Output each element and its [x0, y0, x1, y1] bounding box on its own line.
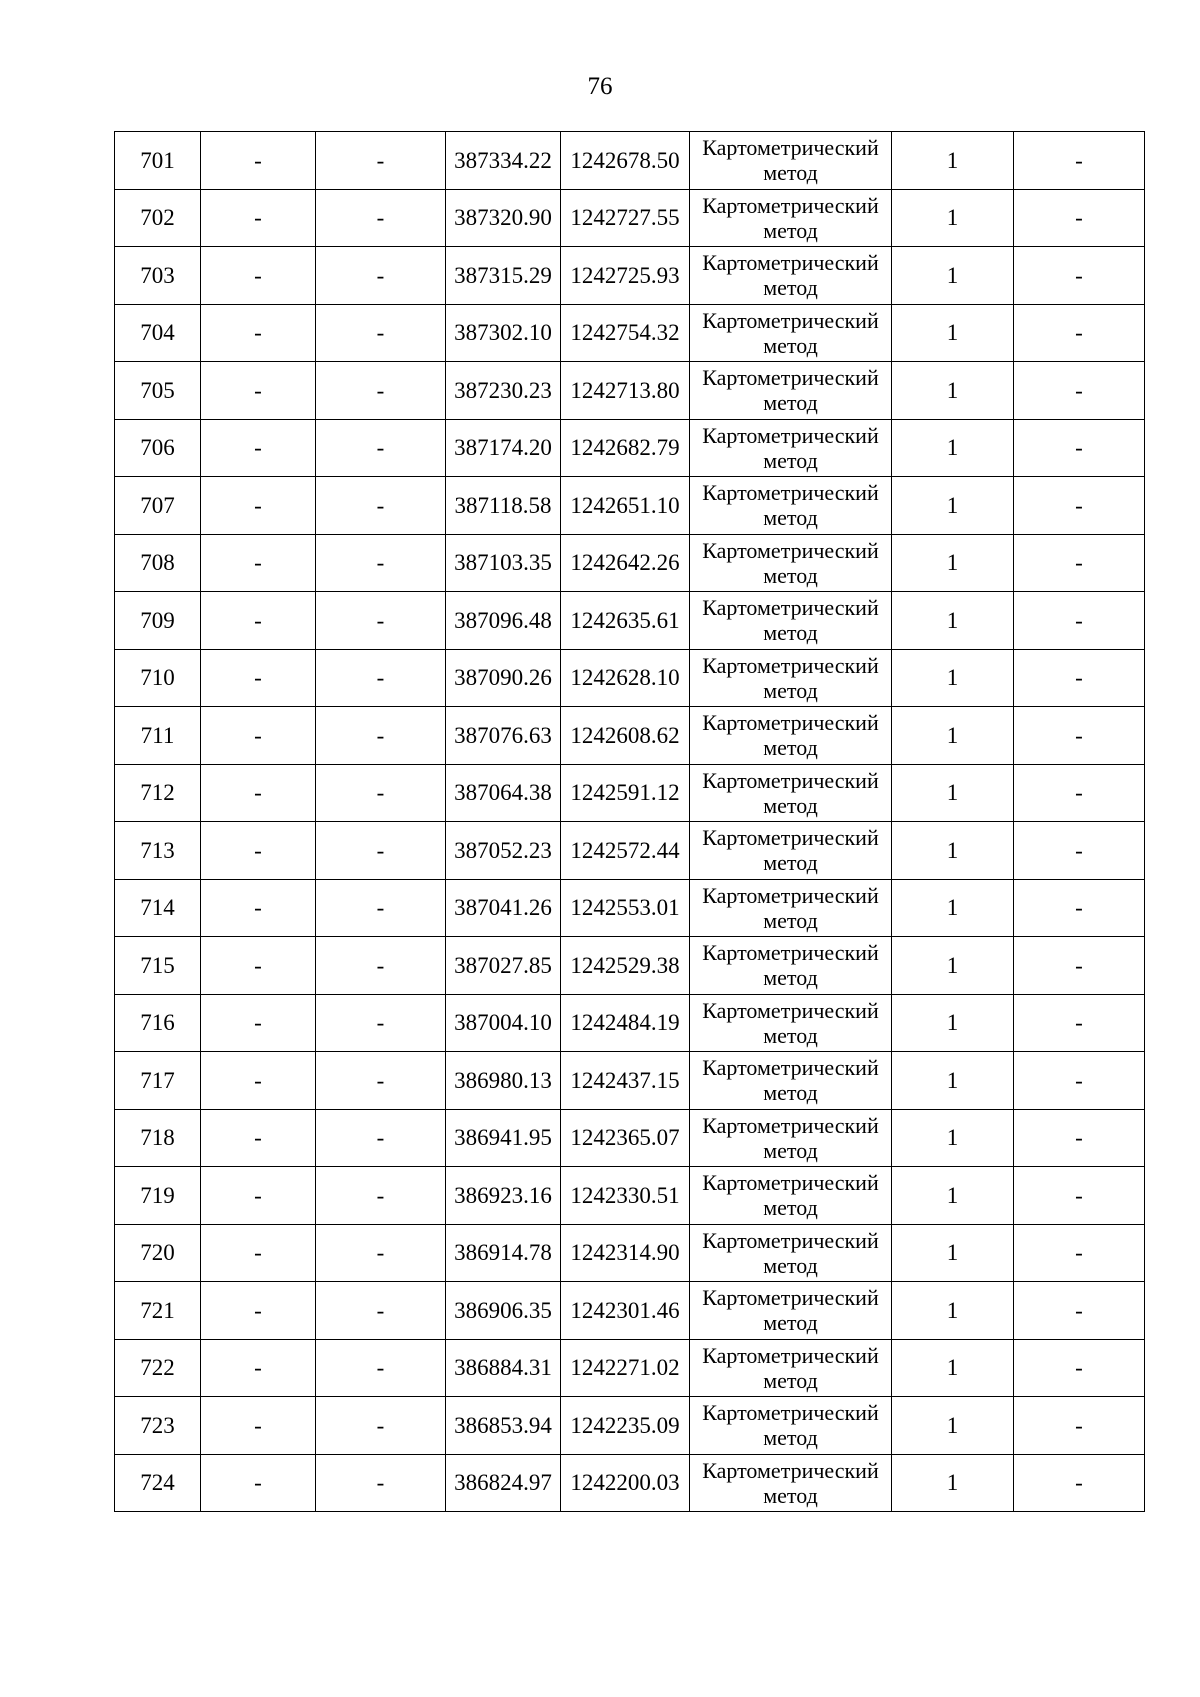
column-9-cell: -	[1014, 1339, 1145, 1397]
y-coordinate-cell: 1242301.46	[561, 1282, 690, 1340]
table-row	[115, 994, 1145, 1052]
method-cell	[690, 304, 892, 362]
y-coordinate-cell: 1242678.50	[561, 132, 690, 190]
column-2-cell: -	[201, 534, 316, 592]
table-row	[115, 937, 1145, 995]
table-row	[115, 132, 1145, 190]
column-9-cell: -	[1014, 419, 1145, 477]
table-row	[115, 189, 1145, 247]
method-cell	[690, 822, 892, 880]
method-cell	[690, 1282, 892, 1340]
precision-cell: 1	[892, 1224, 1014, 1282]
column-3-cell: -	[316, 1397, 446, 1455]
x-coordinate-cell: 386824.97	[446, 1454, 561, 1512]
column-3-cell: -	[316, 822, 446, 880]
method-line-2: метод	[763, 1137, 818, 1163]
method-cell	[690, 1224, 892, 1282]
column-9-cell: -	[1014, 534, 1145, 592]
point-number-cell: 715	[115, 937, 201, 995]
column-2-cell: -	[201, 304, 316, 362]
y-coordinate-cell: 1242529.38	[561, 937, 690, 995]
column-9-cell: -	[1014, 477, 1145, 535]
column-2-cell: -	[201, 247, 316, 305]
column-9-cell: -	[1014, 1109, 1145, 1167]
column-3-cell: -	[316, 649, 446, 707]
table-row	[115, 1397, 1145, 1455]
point-number-cell: 709	[115, 592, 201, 650]
method-cell	[690, 247, 892, 305]
column-2-cell: -	[201, 477, 316, 535]
column-9-cell: -	[1014, 1282, 1145, 1340]
column-9-cell: -	[1014, 247, 1145, 305]
y-coordinate-cell: 1242727.55	[561, 189, 690, 247]
column-2-cell: -	[201, 649, 316, 707]
method-line-2: метод	[763, 562, 818, 588]
precision-cell: 1	[892, 189, 1014, 247]
y-coordinate-cell: 1242682.79	[561, 419, 690, 477]
table-row	[115, 1224, 1145, 1282]
method-line-2: метод	[763, 1080, 818, 1106]
column-9-cell: -	[1014, 1052, 1145, 1110]
column-2-cell: -	[201, 1397, 316, 1455]
column-2-cell: -	[201, 1167, 316, 1225]
method-line-1: Картометрический	[702, 767, 879, 793]
column-3-cell: -	[316, 1109, 446, 1167]
y-coordinate-cell: 1242754.32	[561, 304, 690, 362]
table-row	[115, 477, 1145, 535]
table-row	[115, 1454, 1145, 1512]
method-line-2: метод	[763, 792, 818, 818]
column-3-cell: -	[316, 1454, 446, 1512]
x-coordinate-cell: 387052.23	[446, 822, 561, 880]
column-3-cell: -	[316, 994, 446, 1052]
table-row	[115, 534, 1145, 592]
precision-cell: 1	[892, 1109, 1014, 1167]
method-cell	[690, 132, 892, 190]
method-cell	[690, 1339, 892, 1397]
column-3-cell: -	[316, 362, 446, 420]
x-coordinate-cell: 387320.90	[446, 189, 561, 247]
method-line-1: Картометрический	[702, 1227, 879, 1253]
column-2-cell: -	[201, 1052, 316, 1110]
x-coordinate-cell: 387118.58	[446, 477, 561, 535]
column-9-cell: -	[1014, 707, 1145, 765]
method-cell	[690, 1109, 892, 1167]
column-2-cell: -	[201, 1339, 316, 1397]
y-coordinate-cell: 1242365.07	[561, 1109, 690, 1167]
table-row	[115, 1167, 1145, 1225]
method-line-1: Картометрический	[702, 1400, 879, 1426]
precision-cell: 1	[892, 419, 1014, 477]
table-row	[115, 304, 1145, 362]
method-line-2: метод	[763, 620, 818, 646]
column-2-cell: -	[201, 362, 316, 420]
method-cell	[690, 764, 892, 822]
point-number-cell: 703	[115, 247, 201, 305]
method-line-1: Картометрический	[702, 537, 879, 563]
table-row	[115, 1052, 1145, 1110]
method-line-2: метод	[763, 1310, 818, 1336]
method-cell	[690, 879, 892, 937]
method-cell	[690, 419, 892, 477]
method-cell	[690, 189, 892, 247]
table-row	[115, 1109, 1145, 1167]
column-2-cell: -	[201, 419, 316, 477]
x-coordinate-cell: 387230.23	[446, 362, 561, 420]
method-line-1: Картометрический	[702, 192, 879, 218]
y-coordinate-cell: 1242725.93	[561, 247, 690, 305]
method-line-1: Картометрический	[702, 1055, 879, 1081]
precision-cell: 1	[892, 247, 1014, 305]
method-line-2: метод	[763, 275, 818, 301]
method-line-2: метод	[763, 850, 818, 876]
method-line-1: Картометрический	[702, 307, 879, 333]
x-coordinate-cell: 387315.29	[446, 247, 561, 305]
point-number-cell: 716	[115, 994, 201, 1052]
y-coordinate-cell: 1242314.90	[561, 1224, 690, 1282]
table-row	[115, 247, 1145, 305]
method-line-1: Картометрический	[702, 1170, 879, 1196]
precision-cell: 1	[892, 132, 1014, 190]
x-coordinate-cell: 386884.31	[446, 1339, 561, 1397]
column-2-cell: -	[201, 707, 316, 765]
y-coordinate-cell: 1242553.01	[561, 879, 690, 937]
table-row	[115, 879, 1145, 937]
column-3-cell: -	[316, 247, 446, 305]
table-row	[115, 707, 1145, 765]
precision-cell: 1	[892, 592, 1014, 650]
method-line-1: Картометрический	[702, 1112, 879, 1138]
method-cell	[690, 534, 892, 592]
precision-cell: 1	[892, 822, 1014, 880]
column-9-cell: -	[1014, 362, 1145, 420]
column-9-cell: -	[1014, 1224, 1145, 1282]
x-coordinate-cell: 387041.26	[446, 879, 561, 937]
method-line-2: метод	[763, 332, 818, 358]
x-coordinate-cell: 387064.38	[446, 764, 561, 822]
column-2-cell: -	[201, 592, 316, 650]
point-number-cell: 707	[115, 477, 201, 535]
x-coordinate-cell: 386914.78	[446, 1224, 561, 1282]
table-row	[115, 1339, 1145, 1397]
y-coordinate-cell: 1242642.26	[561, 534, 690, 592]
point-number-cell: 718	[115, 1109, 201, 1167]
table-row	[115, 1282, 1145, 1340]
method-cell	[690, 592, 892, 650]
x-coordinate-cell: 387004.10	[446, 994, 561, 1052]
x-coordinate-cell: 386906.35	[446, 1282, 561, 1340]
column-3-cell: -	[316, 132, 446, 190]
y-coordinate-cell: 1242572.44	[561, 822, 690, 880]
table-row	[115, 764, 1145, 822]
table-row	[115, 592, 1145, 650]
point-number-cell: 711	[115, 707, 201, 765]
method-line-1: Картометрический	[702, 997, 879, 1023]
x-coordinate-cell: 387090.26	[446, 649, 561, 707]
table-row	[115, 419, 1145, 477]
precision-cell: 1	[892, 1282, 1014, 1340]
column-9-cell: -	[1014, 994, 1145, 1052]
precision-cell: 1	[892, 764, 1014, 822]
point-number-cell: 701	[115, 132, 201, 190]
column-3-cell: -	[316, 1052, 446, 1110]
column-9-cell: -	[1014, 1167, 1145, 1225]
column-3-cell: -	[316, 937, 446, 995]
table-row	[115, 649, 1145, 707]
column-3-cell: -	[316, 879, 446, 937]
precision-cell: 1	[892, 1339, 1014, 1397]
point-number-cell: 705	[115, 362, 201, 420]
method-line-2: метод	[763, 1482, 818, 1508]
coordinates-table	[114, 131, 1145, 1512]
table-body	[115, 132, 1145, 1512]
column-3-cell: -	[316, 1339, 446, 1397]
method-line-1: Картометрический	[702, 825, 879, 851]
point-number-cell: 724	[115, 1454, 201, 1512]
method-line-1: Картометрический	[702, 250, 879, 276]
column-9-cell: -	[1014, 592, 1145, 650]
method-cell	[690, 1397, 892, 1455]
column-3-cell: -	[316, 189, 446, 247]
y-coordinate-cell: 1242713.80	[561, 362, 690, 420]
method-line-1: Картометрический	[702, 1457, 879, 1483]
method-line-2: метод	[763, 907, 818, 933]
point-number-cell: 713	[115, 822, 201, 880]
method-line-2: метод	[763, 1022, 818, 1048]
method-line-2: метод	[763, 965, 818, 991]
precision-cell: 1	[892, 649, 1014, 707]
column-3-cell: -	[316, 707, 446, 765]
y-coordinate-cell: 1242437.15	[561, 1052, 690, 1110]
point-number-cell: 721	[115, 1282, 201, 1340]
precision-cell: 1	[892, 362, 1014, 420]
point-number-cell: 722	[115, 1339, 201, 1397]
precision-cell: 1	[892, 707, 1014, 765]
precision-cell: 1	[892, 937, 1014, 995]
column-3-cell: -	[316, 1224, 446, 1282]
x-coordinate-cell: 387096.48	[446, 592, 561, 650]
point-number-cell: 702	[115, 189, 201, 247]
method-line-1: Картометрический	[702, 940, 879, 966]
x-coordinate-cell: 387174.20	[446, 419, 561, 477]
column-2-cell: -	[201, 132, 316, 190]
method-line-1: Картометрический	[702, 422, 879, 448]
method-line-2: метод	[763, 217, 818, 243]
y-coordinate-cell: 1242651.10	[561, 477, 690, 535]
column-3-cell: -	[316, 304, 446, 362]
method-line-1: Картометрический	[702, 710, 879, 736]
precision-cell: 1	[892, 477, 1014, 535]
method-line-2: метод	[763, 390, 818, 416]
precision-cell: 1	[892, 1397, 1014, 1455]
y-coordinate-cell: 1242271.02	[561, 1339, 690, 1397]
point-number-cell: 704	[115, 304, 201, 362]
x-coordinate-cell: 387076.63	[446, 707, 561, 765]
method-line-2: метод	[763, 1425, 818, 1451]
column-3-cell: -	[316, 1282, 446, 1340]
point-number-cell: 710	[115, 649, 201, 707]
x-coordinate-cell: 387302.10	[446, 304, 561, 362]
method-cell	[690, 937, 892, 995]
column-3-cell: -	[316, 592, 446, 650]
y-coordinate-cell: 1242200.03	[561, 1454, 690, 1512]
column-2-cell: -	[201, 879, 316, 937]
y-coordinate-cell: 1242628.10	[561, 649, 690, 707]
method-line-1: Картометрический	[702, 1342, 879, 1368]
method-cell	[690, 649, 892, 707]
method-line-1: Картометрический	[702, 365, 879, 391]
column-9-cell: -	[1014, 1397, 1145, 1455]
method-line-2: метод	[763, 735, 818, 761]
x-coordinate-cell: 387334.22	[446, 132, 561, 190]
y-coordinate-cell: 1242235.09	[561, 1397, 690, 1455]
y-coordinate-cell: 1242635.61	[561, 592, 690, 650]
method-cell	[690, 1052, 892, 1110]
column-9-cell: -	[1014, 879, 1145, 937]
x-coordinate-cell: 386980.13	[446, 1052, 561, 1110]
page-number: 76	[587, 73, 613, 100]
column-2-cell: -	[201, 1109, 316, 1167]
x-coordinate-cell: 386923.16	[446, 1167, 561, 1225]
method-cell	[690, 707, 892, 765]
column-2-cell: -	[201, 994, 316, 1052]
point-number-cell: 720	[115, 1224, 201, 1282]
table-row	[115, 362, 1145, 420]
column-3-cell: -	[316, 534, 446, 592]
method-line-1: Картометрический	[702, 652, 879, 678]
y-coordinate-cell: 1242484.19	[561, 994, 690, 1052]
x-coordinate-cell: 386853.94	[446, 1397, 561, 1455]
point-number-cell: 723	[115, 1397, 201, 1455]
method-cell	[690, 994, 892, 1052]
column-2-cell: -	[201, 937, 316, 995]
x-coordinate-cell: 387027.85	[446, 937, 561, 995]
method-line-2: метод	[763, 505, 818, 531]
table-row	[115, 822, 1145, 880]
method-line-1: Картометрический	[702, 480, 879, 506]
y-coordinate-cell: 1242330.51	[561, 1167, 690, 1225]
method-line-1: Картометрический	[702, 135, 879, 161]
column-2-cell: -	[201, 822, 316, 880]
column-9-cell: -	[1014, 937, 1145, 995]
method-line-2: метод	[763, 1252, 818, 1278]
y-coordinate-cell: 1242591.12	[561, 764, 690, 822]
precision-cell: 1	[892, 1167, 1014, 1225]
point-number-cell: 717	[115, 1052, 201, 1110]
column-9-cell: -	[1014, 1454, 1145, 1512]
method-cell	[690, 477, 892, 535]
point-number-cell: 706	[115, 419, 201, 477]
method-line-2: метод	[763, 677, 818, 703]
point-number-cell: 712	[115, 764, 201, 822]
column-3-cell: -	[316, 477, 446, 535]
column-9-cell: -	[1014, 132, 1145, 190]
column-9-cell: -	[1014, 649, 1145, 707]
precision-cell: 1	[892, 1052, 1014, 1110]
column-9-cell: -	[1014, 304, 1145, 362]
column-9-cell: -	[1014, 189, 1145, 247]
column-2-cell: -	[201, 189, 316, 247]
method-cell	[690, 362, 892, 420]
column-9-cell: -	[1014, 822, 1145, 880]
column-3-cell: -	[316, 419, 446, 477]
column-2-cell: -	[201, 764, 316, 822]
method-line-2: метод	[763, 1195, 818, 1221]
column-2-cell: -	[201, 1224, 316, 1282]
method-line-1: Картометрический	[702, 1285, 879, 1311]
y-coordinate-cell: 1242608.62	[561, 707, 690, 765]
column-3-cell: -	[316, 764, 446, 822]
point-number-cell: 708	[115, 534, 201, 592]
column-2-cell: -	[201, 1454, 316, 1512]
column-2-cell: -	[201, 1282, 316, 1340]
precision-cell: 1	[892, 994, 1014, 1052]
method-line-2: метод	[763, 1367, 818, 1393]
column-3-cell: -	[316, 1167, 446, 1225]
x-coordinate-cell: 386941.95	[446, 1109, 561, 1167]
x-coordinate-cell: 387103.35	[446, 534, 561, 592]
column-9-cell: -	[1014, 764, 1145, 822]
method-cell	[690, 1454, 892, 1512]
method-line-2: метод	[763, 447, 818, 473]
method-cell	[690, 1167, 892, 1225]
method-line-2: метод	[763, 160, 818, 186]
method-line-1: Картометрический	[702, 882, 879, 908]
method-line-1: Картометрический	[702, 595, 879, 621]
precision-cell: 1	[892, 879, 1014, 937]
precision-cell: 1	[892, 304, 1014, 362]
precision-cell: 1	[892, 534, 1014, 592]
precision-cell: 1	[892, 1454, 1014, 1512]
point-number-cell: 719	[115, 1167, 201, 1225]
point-number-cell: 714	[115, 879, 201, 937]
